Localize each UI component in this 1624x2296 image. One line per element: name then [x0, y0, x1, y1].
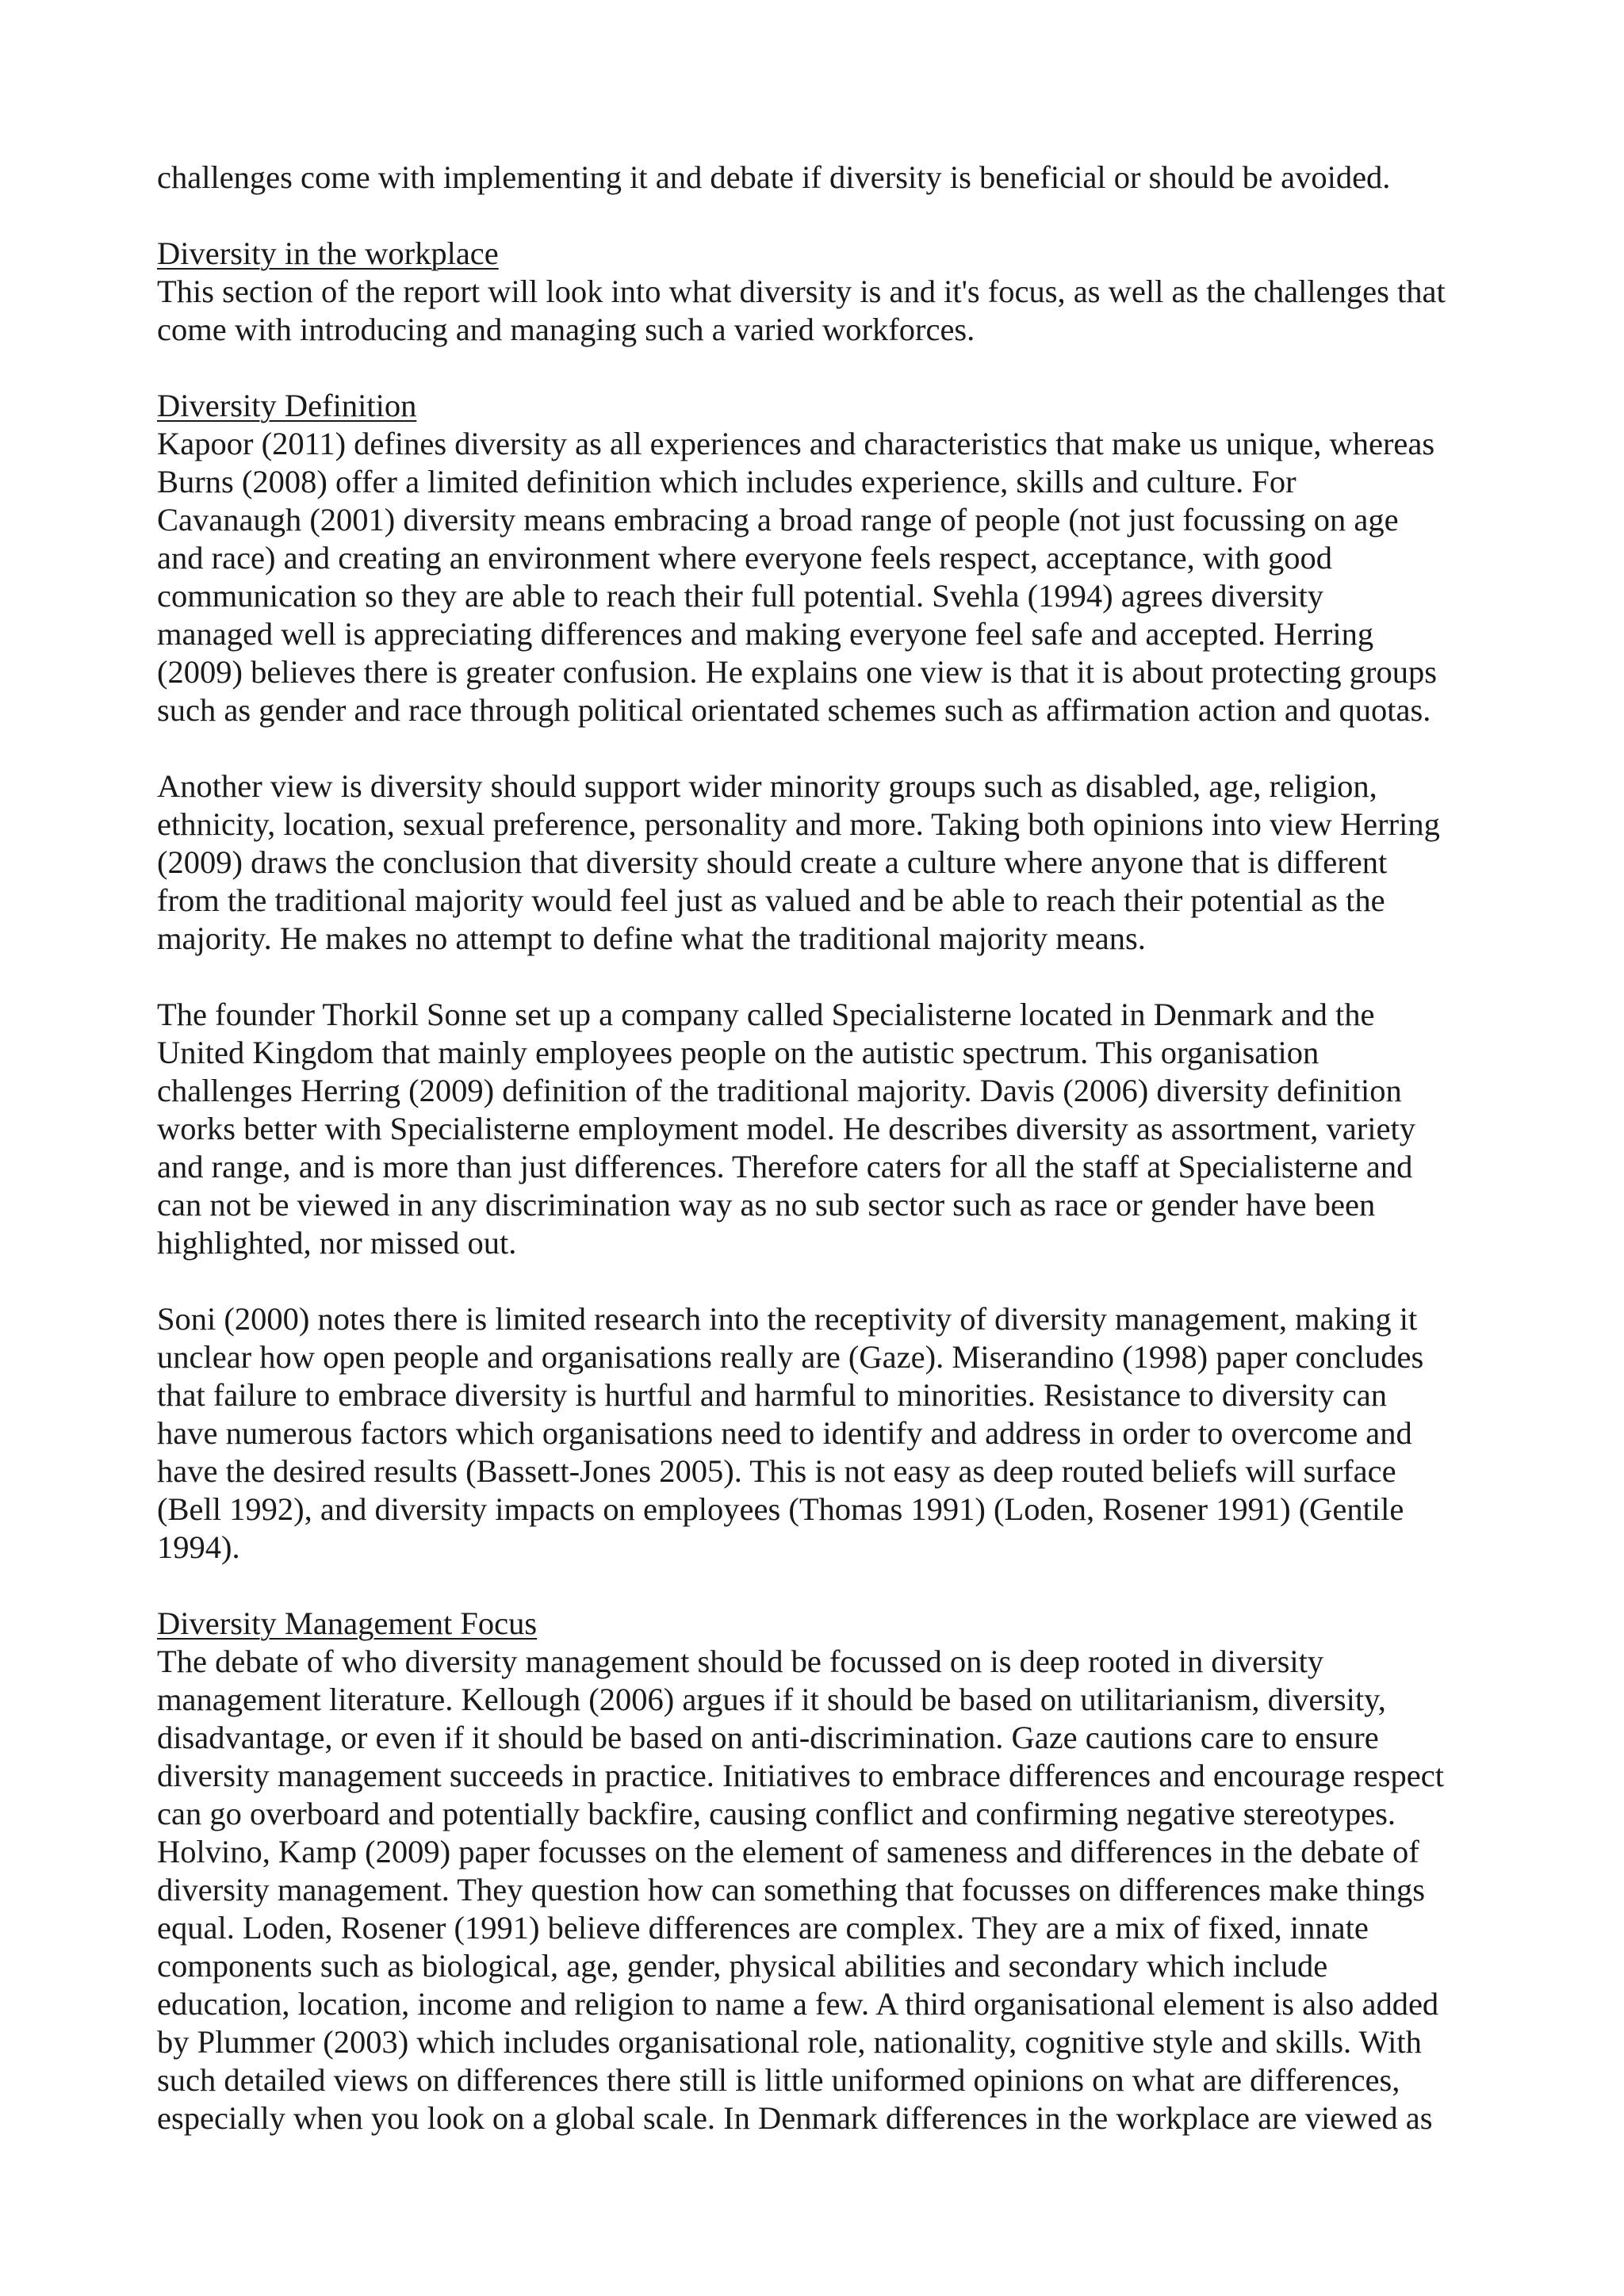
- text-line: management literature. Kellough (2006) argues if it should be based on utilitarianism, diversity,: [157, 1682, 1386, 1717]
- text-line: have the desired results (Bassett-Jones 2005). This is not easy as deep routed beliefs will surface: [157, 1453, 1396, 1489]
- text-line: disadvantage, or even if it should be based on anti-discrimination. Gaze cautions care to ensure: [157, 1720, 1379, 1755]
- text-line: from the traditional majority would feel just as valued and be able to reach their potential as the: [157, 882, 1385, 918]
- text-line: education, location, income and religion to name a few. A third organisational element is also added: [157, 1986, 1439, 2022]
- document-body: [157, 159, 1489, 2175]
- text-line: 1994).: [157, 1529, 240, 1565]
- text-line: can go overboard and potentially backfire, causing conflict and confirming negative stereotypes.: [157, 1796, 1396, 1831]
- text-line: that failure to embrace diversity is hurtful and harmful to minorities. Resistance to diversity can: [157, 1377, 1387, 1413]
- text-line: challenges come with implementing it and debate if diversity is beneficial or should be avoided.: [157, 159, 1391, 195]
- paragraph-receptivity: [157, 1300, 1489, 1567]
- text-line: The debate of who diversity management should be focussed on is deep rooted in diversity: [157, 1644, 1324, 1679]
- intro-paragraph: [157, 159, 1489, 197]
- text-line: Burns (2008) offer a limited definition which includes experience, skills and culture. For: [157, 464, 1297, 499]
- section-heading: Diversity in the workplace: [157, 235, 499, 271]
- text-line: highlighted, nor missed out.: [157, 1225, 517, 1261]
- text-line: (Bell 1992), and diversity impacts on employees (Thomas 1991) (Loden, Rosener 1991) (Gentile: [157, 1491, 1404, 1527]
- text-line: managed well is appreciating differences and making everyone feel safe and accepted. Herring: [157, 616, 1374, 652]
- text-line: especially when you look on a global scale. In Denmark differences in the workplace are viewed as: [157, 2100, 1433, 2136]
- section-workplace: [157, 235, 1489, 349]
- text-line: and race) and creating an environment where everyone feels respect, acceptance, with good: [157, 540, 1333, 576]
- text-line: components such as biological, age, gender, physical abilities and secondary which include: [157, 1948, 1328, 1984]
- paragraph: [157, 425, 1489, 729]
- section-definition: [157, 387, 1489, 729]
- text-line: Another view is diversity should support wider minority groups such as disabled, age, religion,: [157, 768, 1377, 804]
- text-line: challenges Herring (2009) definition of the traditional majority. Davis (2006) diversity definition: [157, 1073, 1402, 1108]
- text-line: such as gender and race through political orientated schemes such as affirmation action and quotas.: [157, 692, 1431, 728]
- text-line: come with introducing and managing such a varied workforces.: [157, 312, 975, 347]
- text-line: Soni (2000) notes there is limited research into the receptivity of diversity management, making it: [157, 1301, 1418, 1337]
- paragraph-another-view: [157, 767, 1489, 958]
- text-line: The founder Thorkil Sonne set up a company called Specialisterne located in Denmark and the: [157, 997, 1375, 1032]
- text-line: This section of the report will look into what diversity is and it's focus, as well as the challenges that: [157, 274, 1446, 309]
- text-line: Cavanaugh (2001) diversity means embracing a broad range of people (not just focussing on age: [157, 502, 1399, 538]
- text-line: have numerous factors which organisations need to identify and address in order to overcome and: [157, 1415, 1412, 1451]
- paragraph: [157, 273, 1489, 349]
- text-line: majority. He makes no attempt to define what the traditional majority means.: [157, 920, 1146, 956]
- text-line: diversity management. They question how can something that focusses on differences make things: [157, 1872, 1425, 1908]
- section-management-focus: [157, 1605, 1489, 2137]
- text-line: ethnicity, location, sexual preference, personality and more. Taking both opinions into view Herring: [157, 806, 1440, 842]
- text-line: Holvino, Kamp (2009) paper focusses on the element of sameness and differences in the debate of: [157, 1834, 1419, 1869]
- text-line: and range, and is more than just differences. Therefore caters for all the staff at Specialisterne and: [157, 1149, 1413, 1184]
- paragraph-specialisterne: [157, 996, 1489, 1262]
- text-line: United Kingdom that mainly employees people on the autistic spectrum. This organisation: [157, 1035, 1320, 1070]
- text-line: such detailed views on differences there still is little uniformed opinions on what are differences,: [157, 2062, 1400, 2098]
- section-heading: Diversity Definition: [157, 388, 417, 423]
- text-line: by Plummer (2003) which includes organisational role, nationality, cognitive style and skills. With: [157, 2024, 1422, 2060]
- paragraph: [157, 1643, 1489, 2137]
- text-line: communication so they are able to reach their full potential. Svehla (1994) agrees diversity: [157, 578, 1324, 614]
- text-line: works better with Specialisterne employment model. He describes diversity as assortment, variety: [157, 1111, 1415, 1146]
- text-line: (2009) believes there is greater confusion. He explains one view is that it is about protecting groups: [157, 654, 1437, 690]
- text-line: Kapoor (2011) defines diversity as all experiences and characteristics that make us unique, whereas: [157, 426, 1435, 461]
- text-line: (2009) draws the conclusion that diversity should create a culture where anyone that is different: [157, 844, 1388, 880]
- text-line: diversity management succeeds in practice. Initiatives to embrace differences and encourage respect: [157, 1758, 1445, 1793]
- section-heading: Diversity Management Focus: [157, 1605, 538, 1641]
- text-line: unclear how open people and organisations really are (Gaze). Miserandino (1998) paper concludes: [157, 1339, 1424, 1375]
- text-line: can not be viewed in any discrimination way as no sub sector such as race or gender have been: [157, 1187, 1376, 1223]
- text-line: equal. Loden, Rosener (1991) believe differences are complex. They are a mix of fixed, innate: [157, 1910, 1369, 1946]
